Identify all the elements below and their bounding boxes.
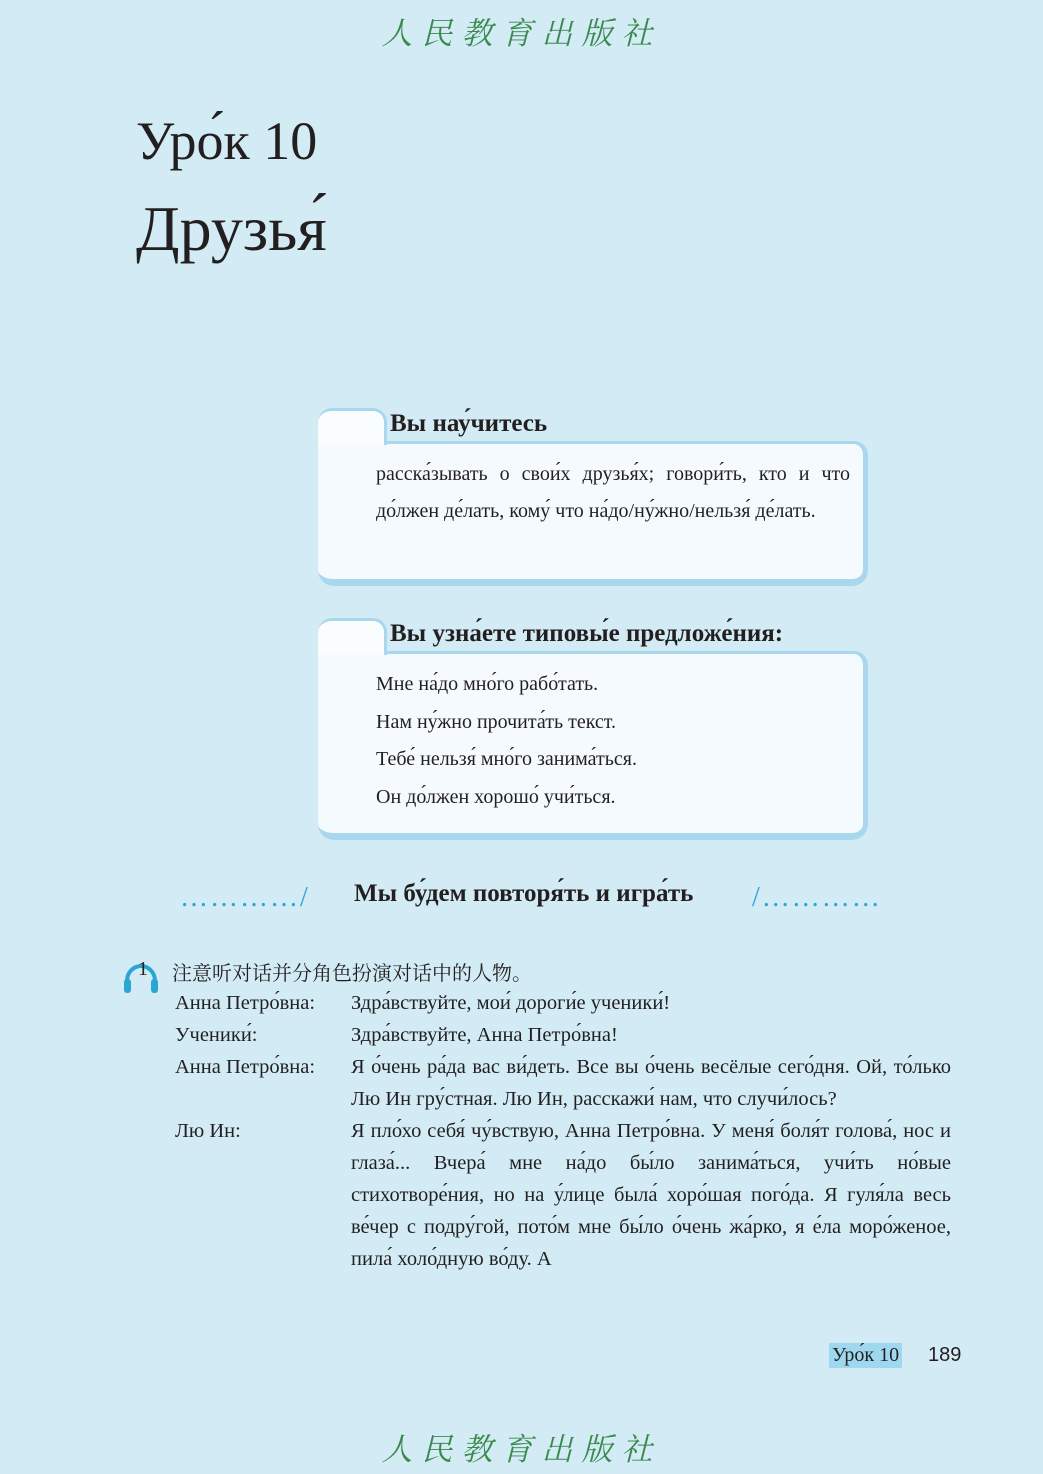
- exercise-number: 1: [138, 958, 148, 980]
- learning-goals-text: расска́зывать о свои́х друзья́х; говори́ть, кто и что до́лжен де́лать, кому́ что на́до/ну́жно/нельзя́ де́лать.: [376, 463, 850, 522]
- speaker: Ученики́:: [175, 1024, 258, 1046]
- model-sentences-heading: Вы узна́ете типовы́е предложе́ния:: [390, 620, 784, 647]
- speech: Здра́вствуйте, мои́ дороги́е ученики́!: [351, 992, 671, 1014]
- speech: Здра́вствуйте, Анна Петро́вна!: [351, 1024, 618, 1046]
- section-title: Мы бу́дем повторя́ть и игра́ть: [354, 880, 694, 907]
- model-sentence: Нам ну́жно прочита́ть текст.: [376, 710, 617, 733]
- speech: Я о́чень ра́да вас ви́деть. Все вы о́чень весёлые сего́дня. Ой, то́лько Лю Ин гру́стная. Лю Ин, расскажи́ нам, что случи́лось?: [351, 1056, 951, 1110]
- speaker: Лю Ин:: [175, 1120, 241, 1142]
- model-sentences-box: [318, 618, 868, 840]
- learning-goals-tab: [318, 408, 387, 445]
- lesson-number: Уро́к 10: [136, 111, 318, 171]
- dialogue-line: [175, 1051, 951, 1115]
- learning-goals-heading: Вы нау́читесь: [390, 410, 548, 437]
- model-sentence: Он до́лжен хорошо́ учи́ться.: [376, 785, 616, 808]
- model-sentences-tab: [318, 618, 387, 655]
- lesson-title: Друзья́: [136, 193, 327, 264]
- page-number: 189: [928, 1344, 962, 1366]
- section-divider-left: …………/: [180, 882, 310, 913]
- speech: Я пло́хо себя́ чу́вствую, Анна Петро́вна. У меня́ боля́т голова́, нос и глаза́... Вчера́ мне на́до бы́ло занима́ться, учи́ть но́вые стихотворе́ния, но на у́лице была́ хоро́шая пого́да. Я гуля́ла весь ве́чер с подру́гой, пото́м мне бы́ло о́чень жа́рко, я е́ла моро́женое, пила́ холо́дную во́ду. А: [351, 1120, 951, 1270]
- dialogue: [175, 987, 951, 1275]
- dialogue-line: [175, 1019, 951, 1051]
- section-divider-right: /…………: [752, 882, 882, 913]
- model-sentences-list: [376, 666, 850, 816]
- speaker: Анна Петро́вна:: [175, 1056, 316, 1078]
- dialogue-line: [175, 1115, 951, 1275]
- model-sentence: Мне на́до мно́го рабо́тать.: [376, 673, 599, 695]
- speaker: Анна Петро́вна:: [175, 992, 316, 1014]
- model-sentence: Тебе́ нельзя́ мно́го занима́ться.: [376, 748, 637, 770]
- learning-goals-box: [318, 408, 868, 586]
- exercise-instruction: 注意听对话并分角色扮演对话中的人物。: [172, 961, 532, 985]
- publisher-logo-bottom: 人民教育出版社: [381, 1432, 662, 1468]
- dialogue-line: [175, 987, 951, 1019]
- publisher-logo-top: 人民教育出版社: [381, 16, 662, 52]
- footer-lesson-label: Уро́к 10: [829, 1343, 902, 1368]
